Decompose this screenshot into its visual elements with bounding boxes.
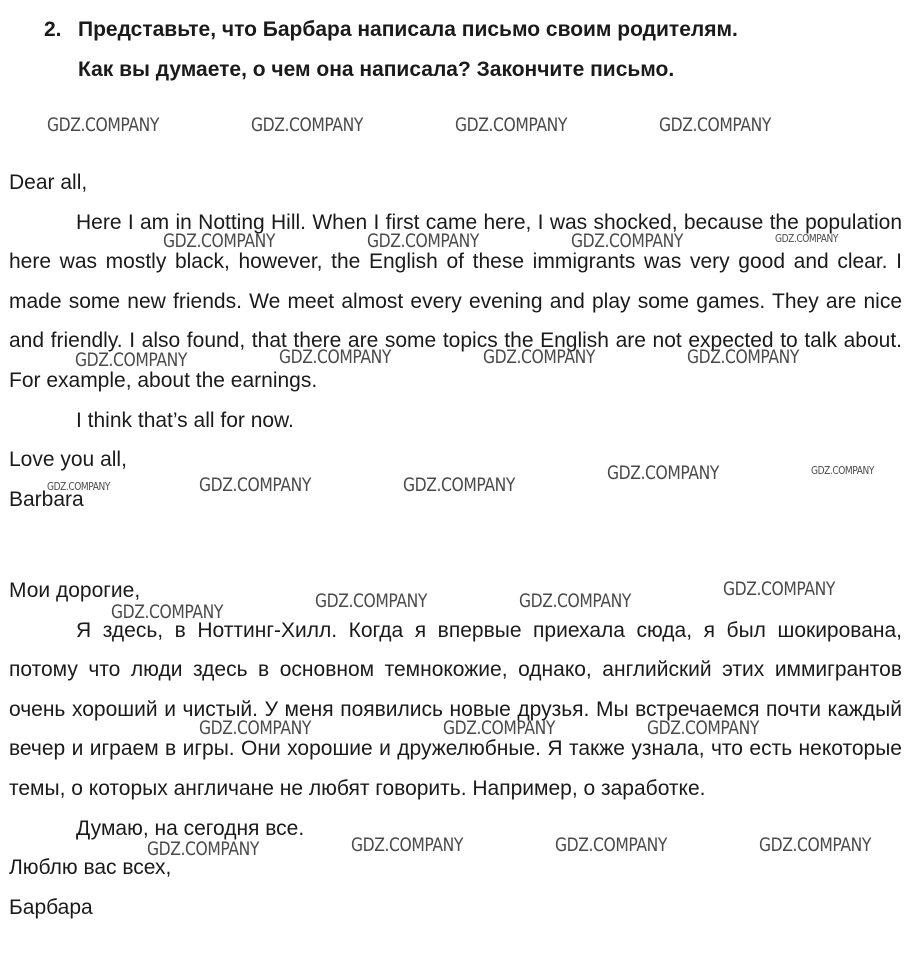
watermark: GDZ.COMPANY [47,480,110,493]
watermark: GDZ.COMPANY [519,590,632,612]
watermark: GDZ.COMPANY [483,346,596,368]
watermark: GDZ.COMPANY [351,834,464,856]
task-heading [44,10,904,90]
watermark: GDZ.COMPANY [403,474,516,496]
watermark: GDZ.COMPANY [775,232,838,245]
letter-greeting: Dear all, [9,171,88,194]
watermark: GDZ.COMPANY [47,114,160,136]
watermark: GDZ.COMPANY [647,717,760,739]
watermark: GDZ.COMPANY [367,230,480,252]
watermark: GDZ.COMPANY [279,346,392,368]
letter-english [9,163,902,519]
watermark: GDZ.COMPANY [455,114,568,136]
letter-greeting: Мои дорогие, [9,579,141,602]
watermark: GDZ.COMPANY [811,464,874,477]
letter-russian [9,571,902,927]
watermark: GDZ.COMPANY [607,462,720,484]
letter-body: Here I am in Notting Hill. When I first came here, I was shocked, because the population here was mostly black, however, the English of these immigrants was very good and clear. I made some new friends. We meet almost every evening and play some games. They are nice and friendly. I also found, that there are some topics the English are not expected to talk about. For example, about the earnings. [9,210,902,392]
letter-body: Я здесь, в Ноттинг-Хилл. Когда я впервые приехала сюда, я был шокирована, потому что люди здесь в основном темнокожие, однако, английский этих иммигрантов очень хороший и чистый. У меня появились новые друзья. Мы встречаемся почти каждый вечер и играем в игры. Они хорошие и дружелюбные. Я также узнала, что есть некоторые темы, о которых англичане не любят говорить. Например, о заработке. [9,618,902,800]
task-line-1: Представьте, что Барбара написала письмо своим родителям. [78,18,738,41]
letter-closing-line: I think that’s all for now. [76,408,294,432]
watermark: GDZ.COMPANY [723,578,836,600]
letter-closing-line: Думаю, на сегодня все. [76,816,305,840]
letter-signature: Барбара [9,895,93,919]
watermark: GDZ.COMPANY [659,114,772,136]
watermark: GDZ.COMPANY [251,114,364,136]
watermark: GDZ.COMPANY [443,717,556,739]
watermark: GDZ.COMPANY [687,346,800,368]
watermark: GDZ.COMPANY [163,230,276,252]
watermark: GDZ.COMPANY [555,834,668,856]
watermark: GDZ.COMPANY [75,349,188,371]
watermark: GDZ.COMPANY [111,601,224,623]
watermark: GDZ.COMPANY [315,590,428,612]
watermark: GDZ.COMPANY [199,717,312,739]
task-line-2: Как вы думаете, о чем она написала? Закончите письмо. [78,58,675,81]
letter-signoff: Люблю вас всех, [9,856,172,880]
watermark: GDZ.COMPANY [147,838,260,860]
watermark: GDZ.COMPANY [759,834,872,856]
task-number: 2. [44,18,62,41]
letter-signoff: Love you all, [9,448,127,472]
letter-signature: Barbara [9,487,84,511]
watermark: GDZ.COMPANY [571,230,684,252]
watermark: GDZ.COMPANY [199,474,312,496]
